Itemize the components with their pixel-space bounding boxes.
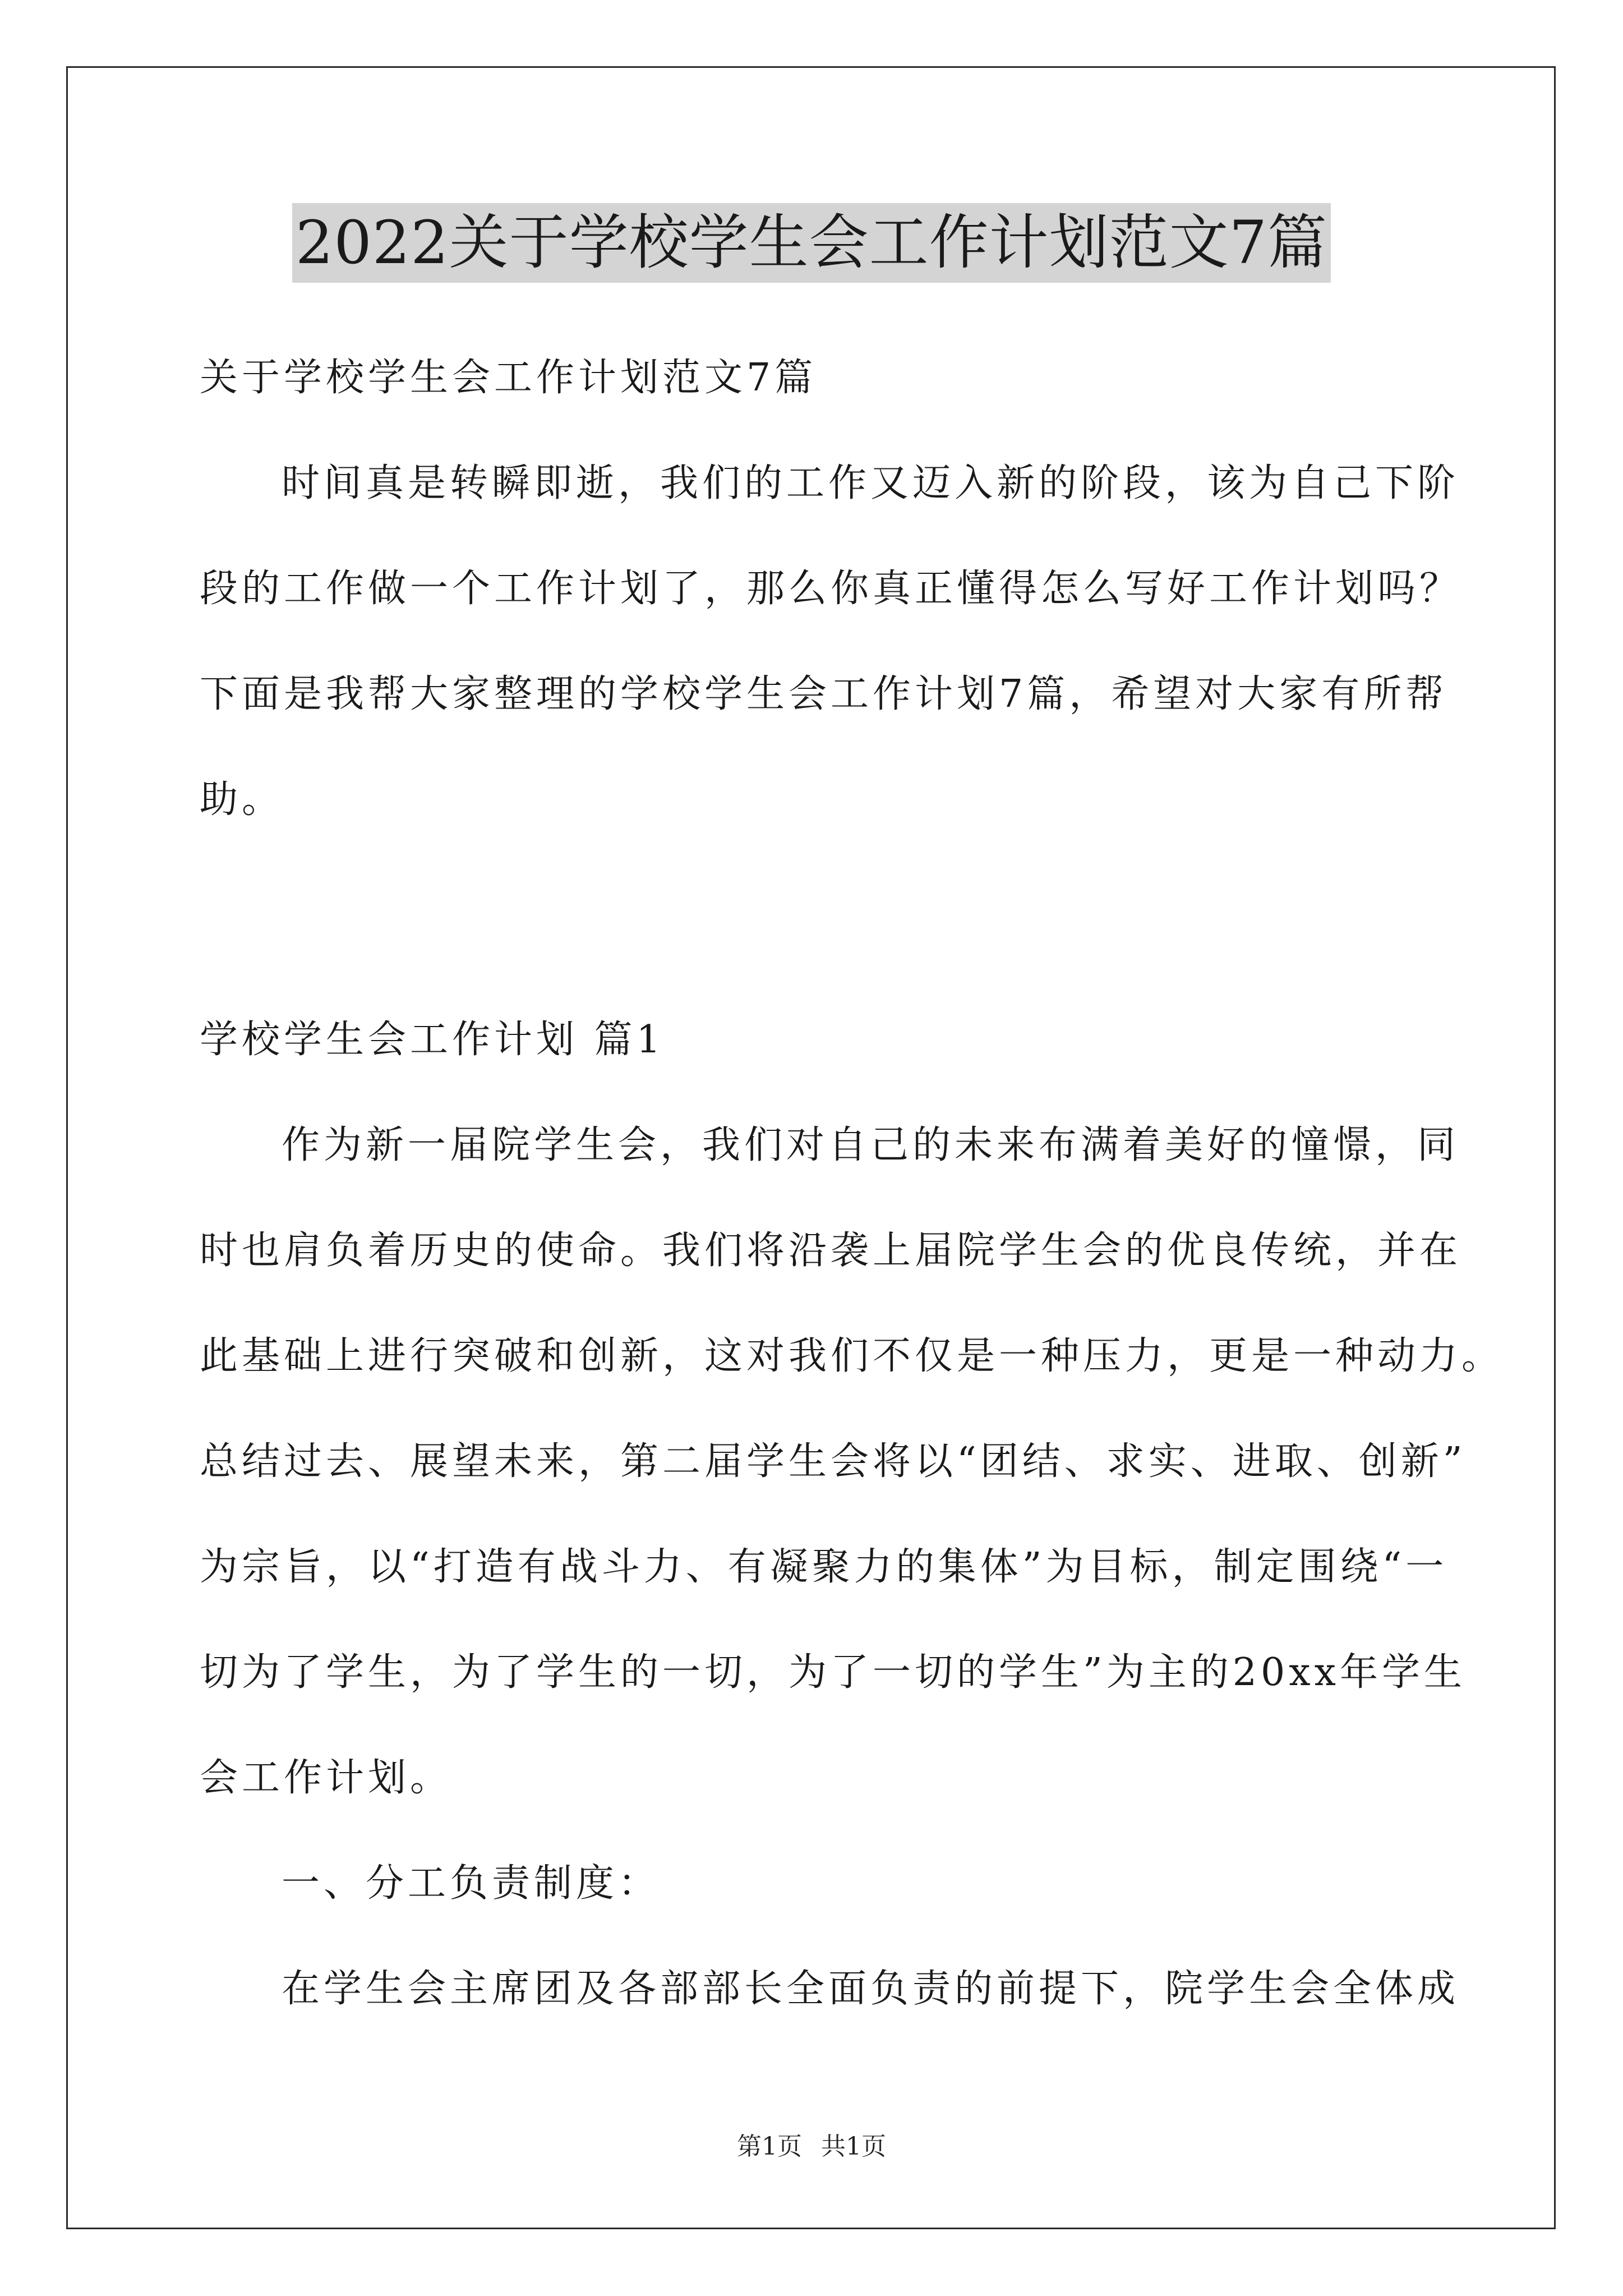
intro-line-3: 下面是我帮大家整理的学校学生会工作计划7篇，希望对大家有所帮	[200, 672, 1448, 716]
intro-line-4: 助。	[200, 777, 284, 822]
title-container	[0, 203, 1623, 283]
section-line-4: 总结过去、展望未来，第二届学生会将以“团结、求实、进取、创新”	[200, 1439, 1467, 1484]
document-subtitle: 关于学校学生会工作计划范文7篇	[200, 356, 817, 400]
section-line-3: 此基础上进行突破和创新，这对我们不仅是一种压力，更是一种动力。	[200, 1334, 1504, 1378]
section-line-7: 会工作计划。	[200, 1756, 453, 1800]
section-line-2: 时也肩负着历史的使命。我们将沿袭上届院学生会的优良传统，并在	[200, 1228, 1462, 1273]
sub-heading: 一、分工负责制度：	[282, 1861, 661, 1906]
document-title: 2022关于学校学生会工作计划范文7篇	[292, 203, 1331, 283]
section-line-1: 作为新一届院学生会，我们对自己的未来布满着美好的憧憬，同	[282, 1123, 1460, 1167]
section-line-5: 为宗旨，以“打造有战斗力、有凝聚力的集体”为目标，制定围绕“一	[200, 1545, 1448, 1589]
page-total: 共1页	[821, 2132, 886, 2161]
intro-line-2: 段的工作做一个工作计划了，那么你真正懂得怎么写好工作计划吗？	[200, 567, 1462, 611]
last-line: 在学生会主席团及各部部长全面负责的前提下，院学生会全体成	[282, 1967, 1460, 2011]
intro-line-1: 时间真是转瞬即逝，我们的工作又迈入新的阶段，该为自己下阶	[282, 461, 1460, 505]
page-current: 第1页	[737, 2132, 802, 2161]
page-footer	[0, 2126, 1623, 2162]
section-heading: 学校学生会工作计划 篇1	[200, 1018, 665, 1062]
section-line-6: 切为了学生，为了学生的一切，为了一切的学生”为主的20xx年学生	[200, 1650, 1466, 1695]
